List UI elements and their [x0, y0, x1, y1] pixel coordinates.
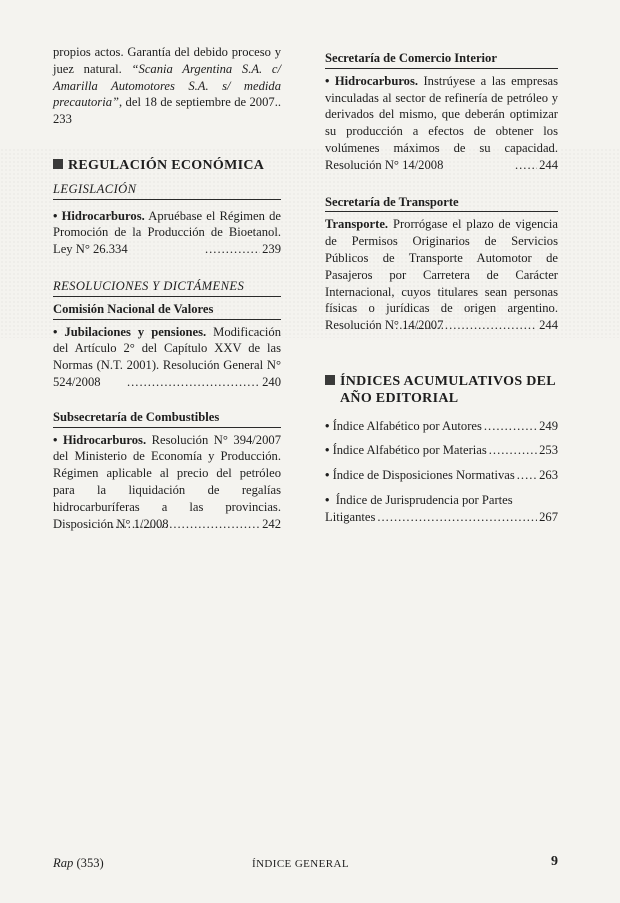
comercio-lead: Hidrocarburos.	[334, 73, 419, 88]
legislacion-label: LEGISLACIÓN	[53, 181, 281, 200]
page-footer	[53, 856, 558, 876]
legislacion-page: 239	[262, 242, 281, 257]
transporte-page: 244	[539, 318, 558, 333]
combustibles-heading: Subsecretaría de Combustibles	[53, 409, 281, 428]
square-bullet-icon	[53, 159, 63, 169]
continued-case: “Scania Argentina S.A. c/ Amarilla Automotores S.A. s/ medida precautoria”	[53, 61, 281, 110]
index-page: 249	[539, 418, 558, 433]
bullet-icon: •	[325, 443, 333, 458]
bullet-icon: •	[53, 432, 58, 447]
index-item-jurisprudencia[interactable]	[325, 492, 558, 526]
bullet-icon: •	[325, 492, 333, 507]
cnv-page: 240	[262, 374, 281, 389]
square-bullet-icon	[325, 375, 335, 385]
footer-title: ÍNDICE GENERAL	[252, 858, 349, 870]
cnv-heading: Comisión Nacional de Valores	[53, 301, 281, 320]
combustibles-lead: Hidrocarburos.	[62, 432, 147, 447]
index-label: Índice Alfabético por Autores	[332, 418, 482, 433]
dot-leader	[205, 241, 260, 258]
bullet-icon: •	[325, 468, 333, 483]
index-label: Índice Alfabético por Materias	[332, 443, 487, 458]
index-label: Índice de Disposiciones Normativas	[332, 468, 515, 483]
index-page: 267	[539, 509, 558, 524]
continued-text: propios actos. Garantía del debido proceso y juez natural.	[53, 45, 281, 76]
continued-entry: propios actos. Garantía del debido proceso y juez natural. “Scania Argentina S.A. c/ Amarilla Automotores S.A. s/ medida precautoria”, del 18 de septiembre de 2007.. 233	[53, 45, 281, 127]
index-label-cont: Litigantes	[325, 509, 376, 524]
indices-title: ÍNDICES ACUMULATIVOS DEL AÑO EDITORIAL	[325, 374, 558, 408]
dot-leader	[377, 509, 537, 526]
continued-date: , del 18 de septiembre de 2007	[119, 95, 275, 110]
transporte-heading: Secretaría de Transporte	[325, 194, 558, 213]
dot-leader	[391, 317, 537, 334]
resoluciones-label: RESOLUCIONES Y DICTÁMENES	[53, 278, 281, 297]
bullet-icon: •	[325, 73, 330, 88]
bullet-icon: •	[53, 324, 58, 339]
cnv-lead: Jubilaciones y pensiones.	[64, 324, 207, 339]
comercio-text: Instrúyese a las empresas vinculadas al sector de refinería de petróleo y derivados del mismo, que deberán optimizar su producción a efectos de obtener los volúmenes máximos de su capacidad. Resolución N° 14/2008	[325, 73, 558, 172]
dot-leader	[107, 516, 260, 533]
dot-leader	[127, 374, 260, 391]
dot-leader	[515, 157, 537, 174]
index-item-disposiciones[interactable]	[325, 467, 558, 484]
legislacion-text: Apruébase el Régimen de Promoción de la Producción de Bioetanol. Ley N° 26.334	[53, 208, 281, 257]
dot-leader	[517, 467, 537, 484]
legislacion-lead: Hidrocarburos.	[61, 208, 145, 223]
index-page: 263	[539, 468, 558, 483]
combustibles-text: Resolución N° 394/2007 del Ministerio de Economía y Producción. Régimen aplicable al precio del petróleo para la liquidación de regalías hidrocarburíferas a las provincias. Disposición N° 1/2008	[53, 432, 281, 531]
dot-leader	[489, 442, 537, 459]
left-column	[53, 44, 281, 532]
page-number: 9	[551, 854, 558, 869]
footer-journal: Rap (353)	[53, 856, 104, 870]
cnv-text: Modificación del Artículo 2° del Capítulo XXV de las Normas (N.T. 2001). Resolución General N° 524/2008	[53, 324, 281, 389]
section-title-regulacion: REGULACIÓN ECONÓMICA	[53, 158, 281, 175]
bullet-icon: •	[53, 208, 58, 223]
transporte-lead: Transporte.	[325, 217, 389, 232]
comercio-heading: Secretaría de Comercio Interior	[325, 50, 558, 69]
continued-page: 233	[53, 112, 72, 127]
dot-leader	[484, 418, 537, 435]
index-label: Índice de Jurisprudencia por Partes	[335, 492, 513, 507]
index-page: 253	[539, 443, 558, 458]
index-item-materias[interactable]	[325, 442, 558, 459]
index-item-autores[interactable]	[325, 418, 558, 435]
transporte-text: Prorrógase el plazo de vigencia de Permisos Originarios de Servicios Públicos de Transporte Automotor de Pasajeros por Carretera de Carácter Internacional, cuyos titulares sean personas físicas o jurídicas de origen argentino. Resolución N° 14/2007	[325, 217, 558, 333]
comercio-page: 244	[539, 157, 558, 172]
bullet-icon: •	[325, 418, 333, 433]
right-column	[325, 50, 558, 526]
combustibles-page: 242	[262, 516, 281, 531]
